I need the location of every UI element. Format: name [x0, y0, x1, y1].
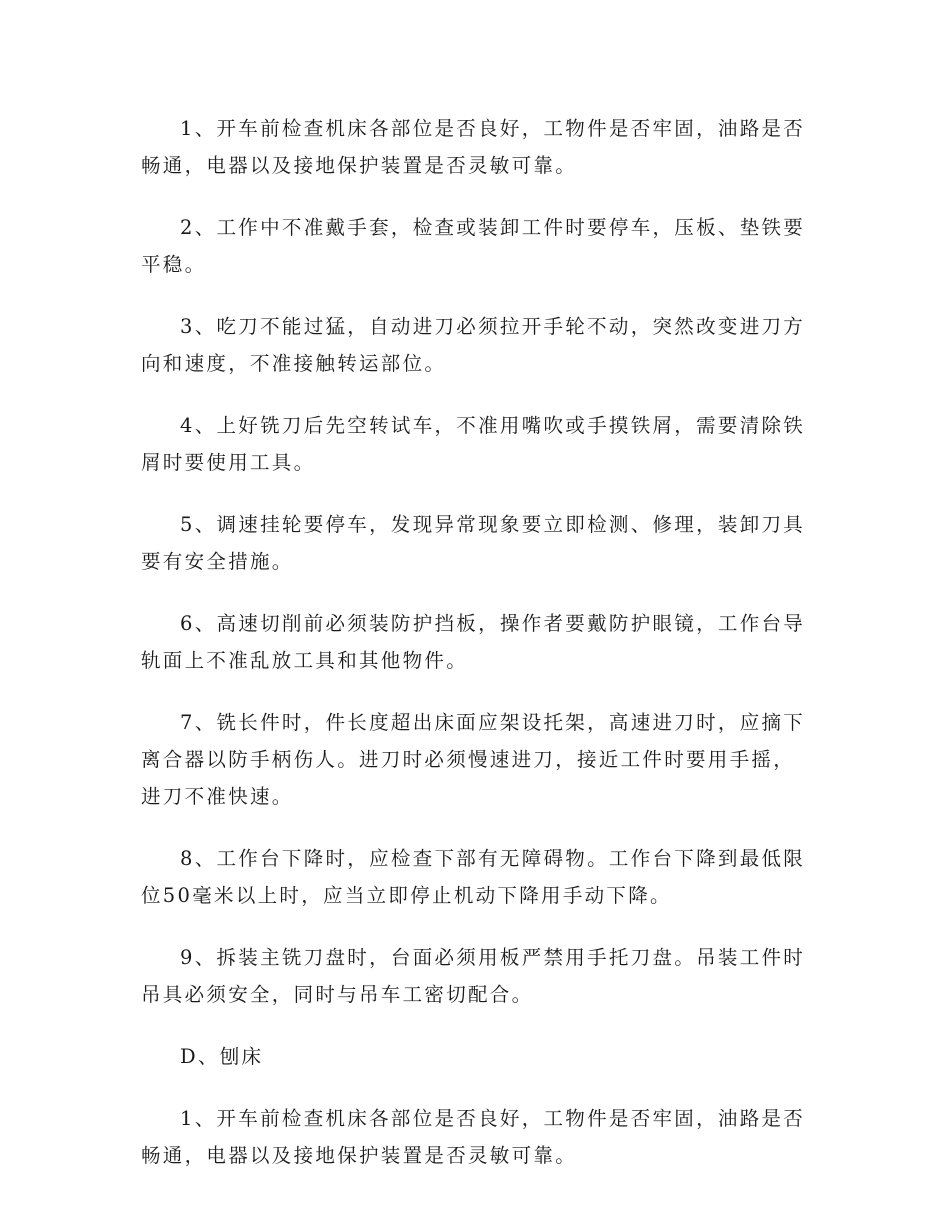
paragraph-milling-4: 4、上好铣刀后先空转试车，不准用嘴吹或手摸铁屑，需要清除铁屑时要使用工具。: [141, 414, 806, 474]
paragraph-milling-1: 1、开车前检查机床各部位是否良好，工物件是否牢固，油路是否畅通，电器以及接地保护装置是否灵敏可靠。: [141, 117, 806, 177]
section-heading-planer: D、刨床: [180, 1045, 264, 1068]
paragraph-planer-1: 1、开车前检查机床各部位是否良好，工物件是否牢固，油路是否畅通，电器以及接地保护装置是否灵敏可靠。: [141, 1107, 806, 1167]
paragraph-milling-8: 8、工作台下降时，应检查下部有无障碍物。工作台下降到最低限位50毫米以上时，应当立即停止机动下降用手动下降。: [141, 847, 806, 907]
paragraph-milling-5: 5、调速挂轮要停车，发现异常现象要立即检测、修理，装卸刀具要有安全措施。: [141, 513, 806, 573]
paragraph-milling-3: 3、吃刀不能过猛，自动进刀必须拉开手轮不动，突然改变进刀方向和速度，不准接触转运部位。: [141, 315, 806, 375]
paragraph-milling-9: 9、拆装主铣刀盘时，台面必须用板严禁用手托刀盘。吊装工件时吊具必须安全，同时与吊车工密切配合。: [141, 946, 806, 1006]
paragraph-milling-7: 7、铣长件时，件长度超出床面应架设托架，高速进刀时，应摘下离合器以防手柄伤人。进刀时必须慢速进刀，接近工件时要用手摇，进刀不准快速。: [141, 711, 806, 808]
paragraph-milling-6: 6、高速切削前必须装防护挡板，操作者要戴防护眼镜，工作台导轨面上不准乱放工具和其他物件。: [141, 612, 806, 672]
document-body: [141, 110, 806, 1199]
paragraph-milling-2: 2、工作中不准戴手套，检查或装卸工件时要停车，压板、垫铁要平稳。: [141, 216, 806, 276]
